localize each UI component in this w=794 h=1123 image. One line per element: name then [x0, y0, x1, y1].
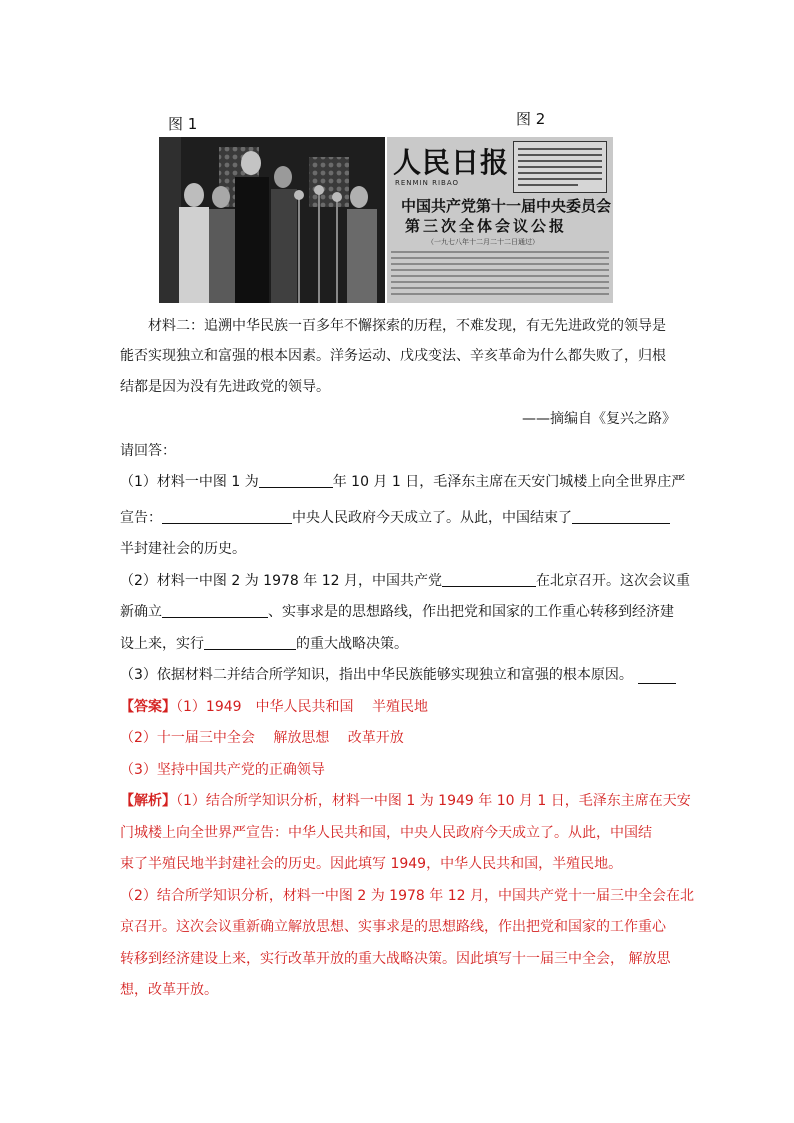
- analysis-5: 京召开。这次会议重新确立解放思想、实事求是的思想路线，作出把党和国家的工作重心: [120, 919, 666, 935]
- analysis-6: 转移到经济建设上来，实行改革开放的重大战略决策。因此填写十一届三中全会， 解放思: [120, 951, 671, 967]
- q2-blank-meeting[interactable]: [442, 570, 536, 587]
- answer-line-1: [120, 692, 676, 722]
- question-2-line-3: [120, 629, 676, 659]
- analysis-tag: 【解析】: [120, 793, 176, 809]
- q2-text-e: 设上来，实行: [120, 636, 204, 652]
- q1-blank-declaration[interactable]: [162, 507, 292, 524]
- q2-text-a: （2）材料一中图 2 为 1978 年 12 月，中国共产党: [120, 573, 442, 589]
- analysis-7: 想，改革开放。: [120, 982, 218, 998]
- q1-text-e: 半封建社会的历史。: [120, 541, 246, 557]
- q1-blank-year[interactable]: [259, 471, 333, 488]
- material2-line-3: 结都是因为没有先进政党的领导。: [120, 379, 330, 395]
- answer-1: （1）1949 中华人民共和国 半殖民地: [176, 699, 428, 715]
- q2-text-d: 、实事求是的思想路线，作出把党和国家的工作重心转移到经济建: [268, 604, 674, 620]
- figure-1-label: 图 1: [168, 115, 198, 133]
- q1-text-a: （1）材料一中图 1 为: [120, 474, 259, 490]
- analysis-line-1: [120, 786, 691, 816]
- analysis-2: 门城楼上向全世界严宣告：中华人民共和国，中央人民政府今天成立了。从此，中国结: [120, 825, 652, 841]
- newspaper-body-text: [391, 249, 609, 301]
- material2-source: ——摘编自《复兴之路》: [522, 411, 676, 427]
- q2-blank-policy[interactable]: [204, 633, 296, 650]
- material2-line-1: 材料二：追溯中华民族一百多年不懈探索的历程，不难发现，有无先进政党的领导是: [148, 318, 666, 334]
- founding-ceremony-photo: [159, 137, 385, 303]
- answer-tag: 【答案】: [120, 699, 176, 715]
- question-1-line-2: [120, 503, 676, 533]
- question-2-line-2: [120, 597, 676, 627]
- analysis-3: 束了半殖民地半封建社会的历史。因此填写 1949，中华人民共和国，半殖民地。: [120, 856, 623, 872]
- newspaper-masthead-en: RENMIN RIBAO: [395, 179, 459, 187]
- photo-illustration: [159, 137, 385, 303]
- question-prompt: 请回答：: [120, 443, 176, 459]
- peoples-daily-newspaper-photo: [387, 137, 613, 303]
- quote-box-text-lines: [514, 142, 606, 192]
- newspaper-masthead: 人民日报: [393, 146, 510, 179]
- question-2-line-1: [120, 566, 690, 596]
- answer-3: （3）坚持中国共产党的正确领导: [120, 762, 325, 778]
- q2-text-c: 新确立: [120, 604, 162, 620]
- analysis-1: （1）结合所学知识分析，材料一中图 1 为 1949 年 10 月 1 日，毛泽东主席在天安: [176, 793, 691, 809]
- q2-text-b: 在北京召开。这次会议重: [535, 573, 690, 589]
- q2-text-f: 的重大战略决策。: [296, 636, 408, 652]
- analysis-4: （2）结合所学知识分析，材料一中图 2 为 1978 年 12 月，中国共产党十一届三中全会在北: [120, 888, 694, 904]
- answer-2: （2）十一届三中全会 解放思想 改革开放: [120, 730, 404, 746]
- q1-text-d: 中央人民政府今天成立了。从此，中国结束了: [292, 510, 572, 526]
- newspaper-headline-1: 中国共产党第十一届中央委员会: [401, 197, 612, 215]
- q2-blank-thought[interactable]: [162, 601, 268, 618]
- q1-text-c: 宣告：: [120, 510, 162, 526]
- q3-blank-answer[interactable]: [638, 667, 676, 684]
- newspaper-headline-2: 第三次全体会议公报: [405, 217, 568, 235]
- figure-2-label: 图 2: [516, 110, 546, 128]
- q1-text-b: 年 10 月 1 日，毛泽东主席在天安门城楼上向全世界庄严: [332, 474, 686, 490]
- q1-blank-society[interactable]: [572, 507, 670, 524]
- newspaper-dateline: （一九七八年十二月二十二日通过）: [427, 238, 539, 246]
- question-1-line-1: [120, 467, 686, 497]
- material2-line-2: 能否实现独立和富强的根本因素。洋务运动、戊戌变法、辛亥革命为什么都失败了，归根: [120, 348, 666, 364]
- q3-text-a: （3）依据材料二并结合所学知识，指出中华民族能够实现独立和富强的根本原因。: [120, 667, 633, 683]
- newspaper-quote-box: [513, 141, 607, 193]
- question-3-line-1: [120, 660, 676, 690]
